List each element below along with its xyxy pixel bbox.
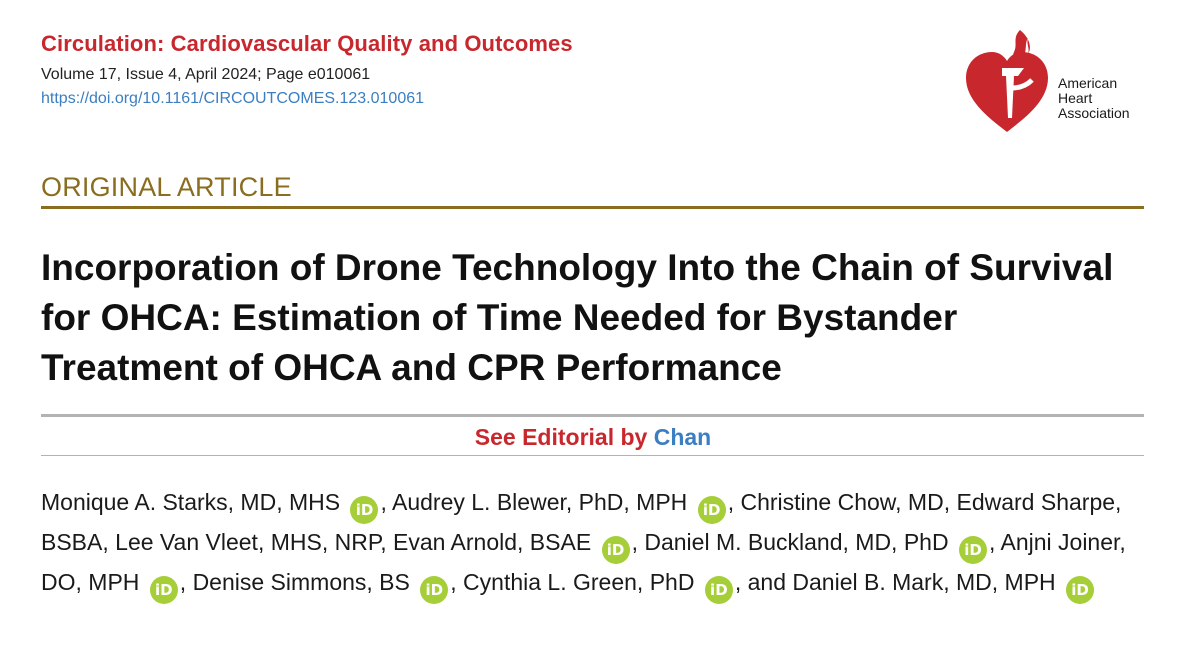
orcid-icon[interactable]: iD — [150, 576, 178, 604]
author-name[interactable]: Anjni Joiner, DO, MPH — [41, 529, 1126, 595]
author-list: Monique A. Starks, MD, MHS iD , Audrey L. Blewer, PhD, MPH iD , Christine Chow, MD, Edward Sharpe, BSBA, Lee Van Vleet, MHS, NRP, Evan Arnold, BSAE iD , Daniel M. Buckland, MD, PhD iD , Anjni Joiner, DO, MPH iD , Denise Simmons, BS iD , Cynthia L. Green, PhD iD , and Daniel B. Mark, MD, MPH iD — [41, 484, 1151, 604]
editorial-note — [0, 424, 1186, 451]
author-name[interactable]: Denise Simmons, BS — [192, 569, 410, 595]
aha-heart-torch-icon — [962, 28, 1052, 140]
article-title: Incorporation of Drone Technology Into the Chain of Survival for OHCA: Estimation of Time Needed for Bystander Treatment of OHCA and CPR Performance — [41, 247, 1114, 388]
author-name[interactable]: Lee Van Vleet, MHS, NRP — [115, 529, 381, 555]
author-name[interactable]: Edward Sharpe, BSBA — [41, 489, 1122, 555]
orcid-icon[interactable]: iD — [602, 536, 630, 564]
citation-info: Volume 17, Issue 4, April 2024; Page e010061 — [41, 66, 371, 83]
aha-wordmark — [1058, 76, 1130, 121]
author-name[interactable]: Audrey L. Blewer, PhD, MPH — [392, 489, 688, 515]
aha-line-heart: Heart — [1058, 90, 1093, 106]
journal-title: Circulation: Cardiovascular Quality and Outcomes — [41, 31, 573, 56]
author-name[interactable]: Evan Arnold, BSAE — [393, 529, 592, 555]
doi-link[interactable]: https://doi.org/10.1161/CIRCOUTCOMES.123.010061 — [41, 90, 425, 107]
title-divider — [41, 414, 1144, 417]
author-name[interactable]: Cynthia L. Green, PhD — [463, 569, 695, 595]
author-name[interactable]: Daniel B. Mark, MD, MPH — [792, 569, 1056, 595]
orcid-icon[interactable]: iD — [1066, 576, 1094, 604]
editorial-prefix: See Editorial by — [474, 424, 654, 450]
editorial-author-link[interactable]: Chan — [653, 424, 712, 450]
section-label: ORIGINAL ARTICLE — [41, 172, 292, 202]
aha-logo — [962, 28, 1152, 140]
editorial-divider — [41, 455, 1144, 456]
orcid-icon[interactable]: iD — [350, 496, 378, 524]
author-name[interactable]: Monique A. Starks, MD, MHS — [41, 489, 341, 515]
orcid-icon[interactable]: iD — [420, 576, 448, 604]
section-divider — [41, 206, 1144, 209]
author-name[interactable]: Christine Chow, MD — [740, 489, 944, 515]
aha-line-american: American — [1058, 75, 1118, 91]
orcid-icon[interactable]: iD — [698, 496, 726, 524]
orcid-icon[interactable]: iD — [959, 536, 987, 564]
orcid-icon[interactable]: iD — [705, 576, 733, 604]
aha-line-association: Association — [1058, 105, 1130, 121]
author-name[interactable]: Daniel M. Buckland, MD, PhD — [644, 529, 949, 555]
